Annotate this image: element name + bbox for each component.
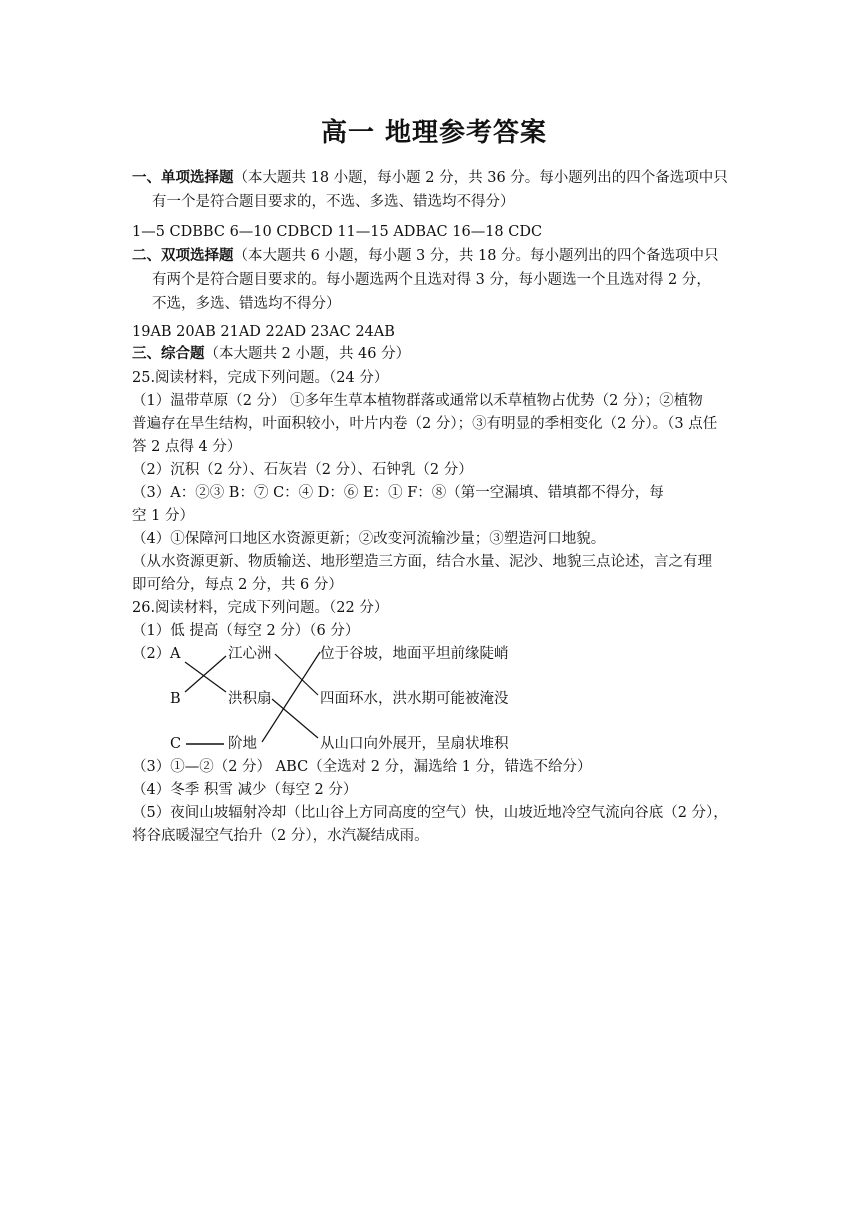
q25-line3: 答 2 点得 4 分） bbox=[132, 439, 242, 455]
match-left-c: C bbox=[170, 736, 182, 752]
section1-heading: 一、单项选择题 bbox=[132, 169, 234, 186]
q25-line1: （1）温带草原（2 分） ①多年生草本植物群落或通常以禾草植物占优势（2 分）；②植物 bbox=[132, 393, 703, 409]
match-right-3: 从山口向外展开，呈扇状堆积 bbox=[320, 736, 509, 752]
match-left-b: B bbox=[170, 691, 181, 707]
section2-desc3: 不选，多选、错选均不得分） bbox=[152, 296, 341, 312]
q26-line6: 将谷底暖湿空气抬升（2 分），水汽凝结成雨。 bbox=[132, 828, 429, 844]
section3-desc: （本大题共 2 小题，共 46 分） bbox=[204, 346, 411, 362]
line-jiedi-to-r1 bbox=[262, 652, 320, 742]
match-right-1: 位于谷坡，地面平坦前缘陡峭 bbox=[320, 646, 509, 662]
section2-answers: 19AB 20AB 21AD 22AD 23AC 24AB bbox=[132, 324, 395, 340]
section1-answers: 1—5 CDBBC 6—10 CDBCD 11—15 ADBAC 16—18 CDC bbox=[132, 224, 543, 240]
q25-line8: （从水资源更新、物质输送、地形塑造三方面，结合水量、泥沙、地貌三点论述，言之有理 bbox=[132, 554, 712, 570]
q25-title: 25.阅读材料，完成下列问题。（24 分） bbox=[132, 370, 389, 386]
section2-desc1: （本大题共 6 小题，每小题 3 分，共 18 分。每小题列出的四个备选项中只 bbox=[233, 248, 719, 264]
q26-title: 26.阅读材料，完成下列问题。（22 分） bbox=[132, 600, 389, 616]
q26-line3: （3）①—②（2 分） ABC（全选对 2 分，漏选给 1 分，错选不给分） bbox=[132, 759, 592, 775]
section1-desc1: （本大题共 18 小题，每小题 2 分，共 36 分。每小题列出的四个备选项中只 bbox=[233, 170, 728, 186]
q26-line4: （4）冬季 积雪 减少（每空 2 分） bbox=[132, 782, 358, 798]
q25-line2: 普遍存在旱生结构，叶面积较小，叶片内卷（2 分）；③有明显的季相变化（2 分）。（3 点任 bbox=[132, 416, 718, 432]
q25-line6: 空 1 分） bbox=[132, 508, 194, 524]
page-title: 高一 地理参考答案 bbox=[320, 118, 548, 148]
section1-desc2: 有一个是符合题目要求的，不选、多选、错选均不得分） bbox=[152, 194, 515, 210]
q25-line7: （4）①保障河口地区水资源更新；②改变河流输沙量；③塑造河口地貌。 bbox=[132, 531, 606, 547]
q26-line5: （5）夜间山坡辐射冷却（比山谷上方同高度的空气）快，山坡近地冷空气流向谷底（2 分）， bbox=[132, 805, 728, 821]
line-honggishan-to-r3 bbox=[272, 699, 318, 738]
q25-line4: （2）沉积（2 分）、石灰岩（2 分）、石钟乳（2 分） bbox=[132, 462, 473, 478]
q25-line9: 即可给分，每点 2 分，共 6 分） bbox=[132, 577, 343, 593]
q26-line2-prefix: （2） bbox=[132, 646, 171, 662]
match-mid-1: 江心洲 bbox=[228, 646, 272, 662]
match-right-2: 四面环水，洪水期可能被淹没 bbox=[320, 691, 509, 707]
match-mid-3: 阶地 bbox=[228, 736, 257, 752]
line-b-to-jiangxinzhou bbox=[185, 656, 226, 692]
line-a-to-honggishan bbox=[185, 662, 226, 692]
section3-heading: 三、综合题 bbox=[132, 345, 205, 362]
section2-desc2: 有两个是符合题目要求的。每小题选两个且选对得 3 分，每小题选一个且选对得 2 分， bbox=[152, 272, 711, 288]
match-mid-2: 洪积扇 bbox=[228, 691, 272, 707]
section2-heading: 二、双项选择题 bbox=[132, 247, 234, 264]
q26-line1: （1）低 提高（每空 2 分）（6 分） bbox=[132, 623, 360, 639]
q25-line5: （3）A：②③ B：⑦ C：④ D：⑥ E：① F：⑧（第一空漏填、错填都不得分，每 bbox=[132, 485, 664, 501]
match-left-a: A bbox=[170, 646, 181, 662]
